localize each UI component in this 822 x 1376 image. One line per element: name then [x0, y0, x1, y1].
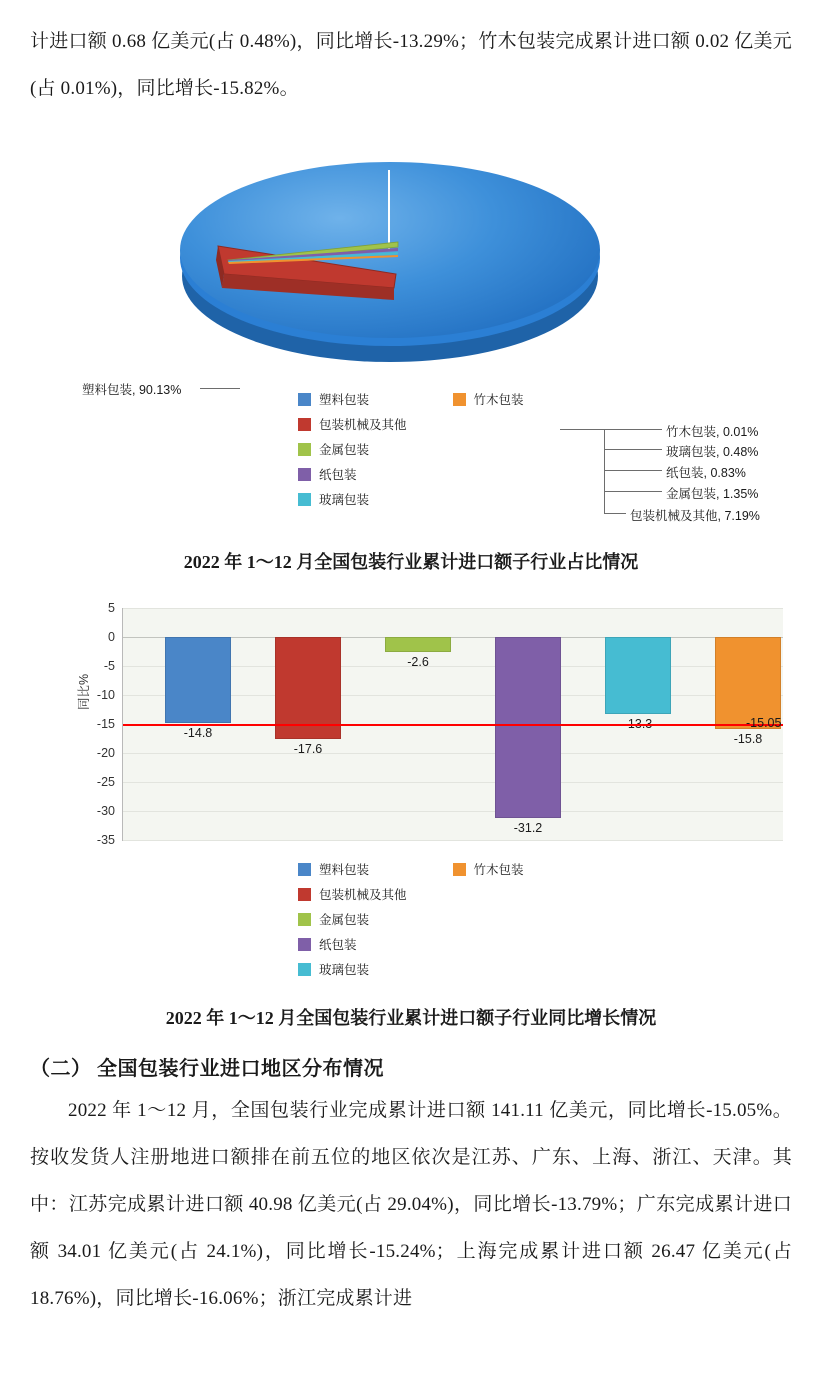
legend-swatch-machinery-icon — [298, 888, 311, 901]
legend-label: 玻璃包装 — [319, 963, 370, 977]
gridline — [96, 833, 783, 847]
bar-paper — [495, 637, 561, 818]
y-tick-label: -10 — [96, 688, 115, 702]
bar-axis-y-label: 同比% — [77, 673, 91, 710]
bar-plastic — [165, 637, 231, 723]
legend-item — [298, 860, 407, 878]
gridline — [96, 804, 783, 818]
y-tick-label: -5 — [103, 659, 115, 673]
legend-item — [298, 465, 407, 483]
legend-item — [298, 440, 407, 458]
paragraph-bottom: 2022 年 1～12 月，全国包装行业完成累计进口额 141.11 亿美元，同比增长-15.05%。按收发货人注册地进口额排在前五位的地区依次是江苏、广东、上海、浙江、天津。其中：江苏完成累计进口额 40.98 亿美元(占 29.04%)，同比增长-13.79%；广东完成累计进口额 34.01 亿美元(占 24.1%)，同比增长-15.24%；上海完成累计进口额 26.47 亿美元(占 18.76%)，同比增长-16.06%；浙江完成累计进 — [30, 1100, 792, 1309]
bar-value-paper: -31.2 — [513, 821, 543, 835]
section-heading: （二） 全国包装行业进口地区分布情况 — [30, 1058, 384, 1080]
bar-value-machinery: -17.6 — [293, 742, 323, 756]
pie-legend-column-left — [298, 390, 407, 515]
legend-swatch-plastic-icon — [298, 393, 311, 406]
y-tick-label: 5 — [108, 601, 115, 615]
legend-swatch-glass-icon — [298, 963, 311, 976]
pie-legend — [298, 390, 628, 515]
legend-label: 纸包装 — [319, 468, 357, 482]
y-tick-label: 0 — [108, 630, 115, 644]
legend-swatch-plastic-icon — [298, 863, 311, 876]
bar-value-bamboo: -15.8 — [733, 732, 763, 746]
gridline — [96, 775, 783, 789]
bar-legend-column-left — [298, 860, 407, 985]
bar-plot-area — [96, 601, 783, 847]
legend-swatch-metal-icon — [298, 913, 311, 926]
paragraph-top: 计进口额 0.68 亿美元(占 0.48%)，同比增长-13.29%；竹木包装完成累计进口额 0.02 亿美元(占 0.01%)，同比增长-15.82%。 — [30, 31, 792, 99]
legend-swatch-bamboo-icon — [453, 863, 466, 876]
figure-pie-caption: 2022 年 1～12 月全国包装行业累计进口额子行业占比情况 — [183, 552, 639, 572]
legend-label: 纸包装 — [319, 938, 357, 952]
legend-item — [298, 960, 407, 978]
bar-value-plastic: -14.8 — [183, 726, 213, 740]
pie-chart — [30, 152, 792, 542]
legend-item — [298, 935, 407, 953]
legend-item — [298, 490, 407, 508]
reference-line-average — [123, 724, 783, 726]
bar-chart — [30, 598, 792, 998]
figure-bar-import-growth — [30, 598, 792, 1030]
y-tick-label: -20 — [96, 746, 115, 760]
legend-item — [298, 910, 407, 928]
pie-legend-column-right — [453, 390, 524, 515]
bar-value-metal: -2.6 — [407, 655, 429, 669]
bar-glass — [605, 637, 671, 714]
legend-item — [453, 860, 524, 878]
bar-legend-column-right — [453, 860, 524, 985]
y-tick-label: -35 — [96, 833, 115, 847]
y-tick-label: -30 — [96, 804, 115, 818]
pie-label-machinery: 包装机械及其他, 7.19% — [630, 509, 760, 523]
legend-item — [298, 885, 407, 903]
legend-swatch-bamboo-icon — [453, 393, 466, 406]
pie-label-paper: 纸包装, 0.83% — [666, 466, 746, 480]
legend-label: 金属包装 — [319, 913, 370, 927]
figure-bar-caption: 2022 年 1～12 月全国包装行业累计进口额子行业同比增长情况 — [165, 1008, 657, 1028]
pie-slice-metal-paper-glass — [226, 238, 396, 268]
y-tick-label: -25 — [96, 775, 115, 789]
reference-line-label: -15.05 — [746, 716, 782, 730]
legend-label: 金属包装 — [319, 443, 370, 457]
legend-label: 包装机械及其他 — [319, 418, 407, 432]
legend-swatch-glass-icon — [298, 493, 311, 506]
legend-label: 包装机械及其他 — [319, 888, 407, 902]
legend-item — [298, 415, 407, 433]
legend-item — [453, 390, 524, 408]
leader-line-plastic — [200, 388, 240, 389]
legend-item — [298, 390, 407, 408]
legend-label: 玻璃包装 — [319, 493, 370, 507]
bar-metal — [385, 637, 451, 652]
y-tick-label: -15 — [96, 717, 115, 731]
pie-label-glass: 玻璃包装, 0.48% — [666, 445, 759, 459]
legend-label: 竹木包装 — [473, 393, 524, 407]
legend-label: 竹木包装 — [473, 863, 524, 877]
figure-pie-import-share — [30, 152, 792, 574]
gridline — [108, 601, 783, 615]
legend-swatch-paper-icon — [298, 938, 311, 951]
pie-label-plastic: 塑料包装, 90.13% — [82, 383, 182, 397]
legend-label: 塑料包装 — [319, 863, 370, 877]
legend-swatch-machinery-icon — [298, 418, 311, 431]
legend-swatch-paper-icon — [298, 468, 311, 481]
bar-legend — [298, 860, 524, 985]
legend-label: 塑料包装 — [319, 393, 370, 407]
pie-label-bamboo: 竹木包装, 0.01% — [666, 425, 759, 439]
legend-swatch-metal-icon — [298, 443, 311, 456]
pie-label-metal: 金属包装, 1.35% — [666, 487, 759, 501]
